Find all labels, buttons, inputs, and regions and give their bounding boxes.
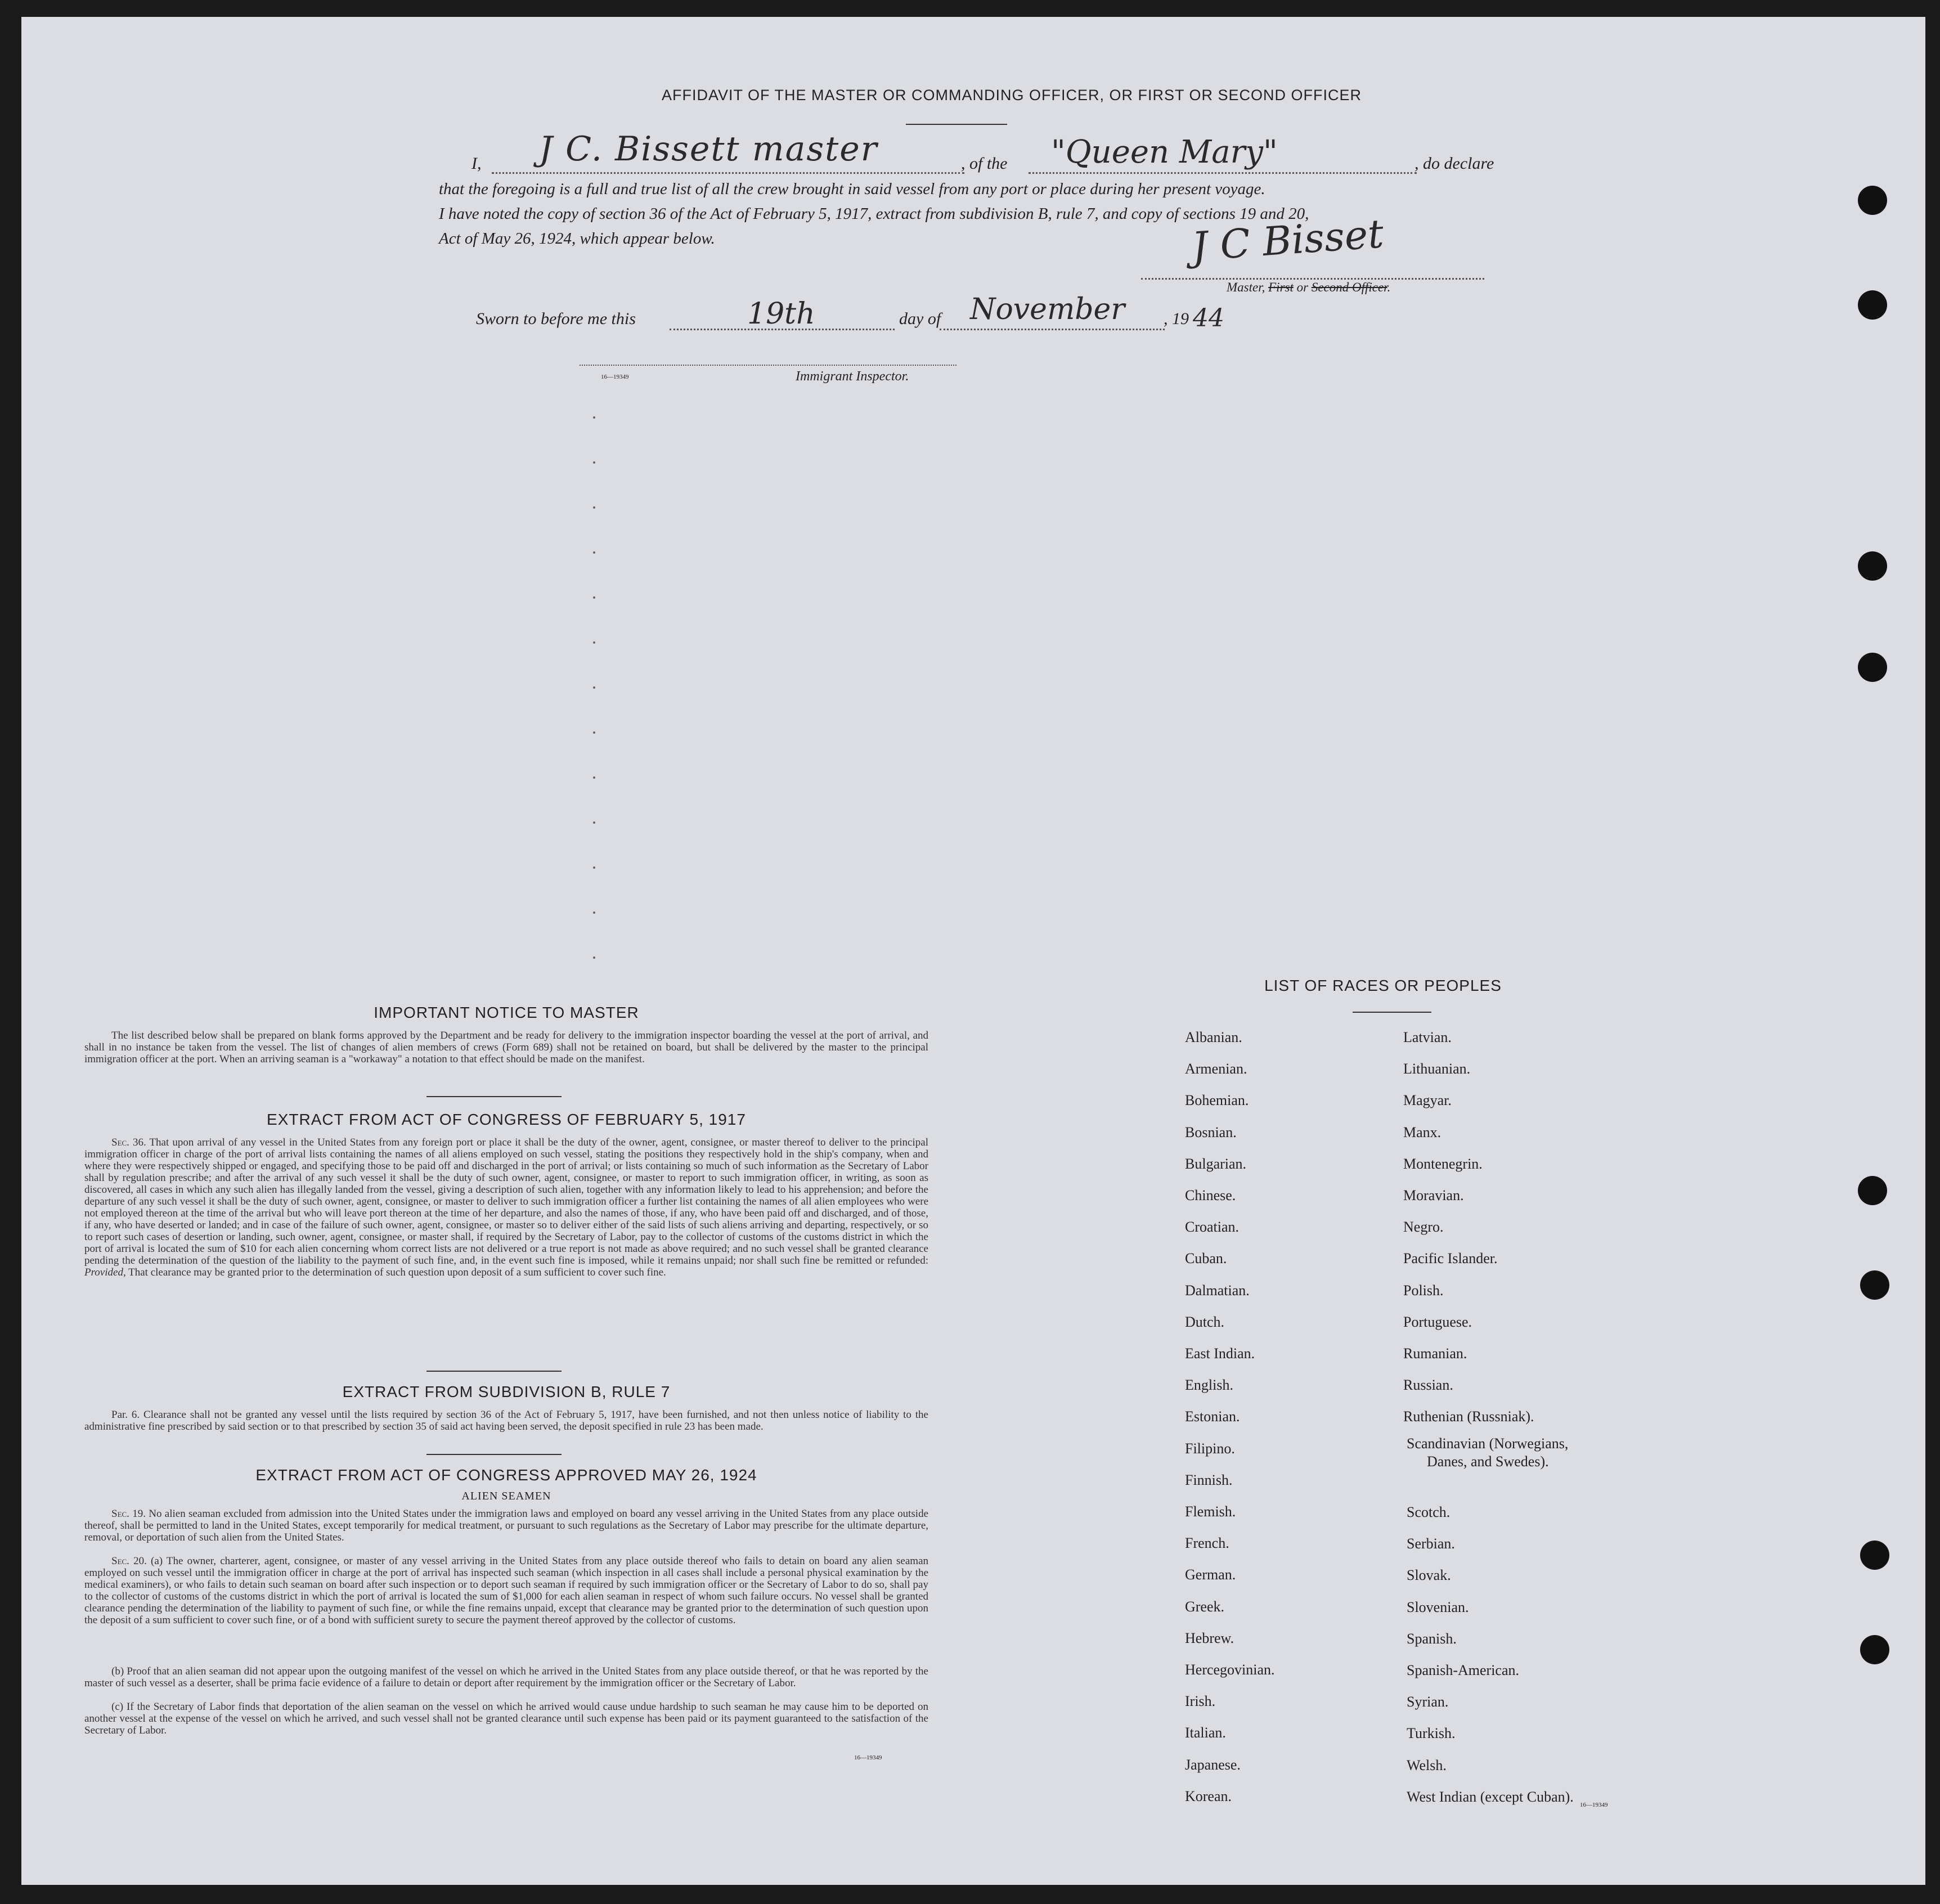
race-item: Magyar.	[1403, 1092, 1452, 1109]
guide-dot	[593, 866, 595, 869]
extract-1917-title: EXTRACT FROM ACT OF CONGRESS OF FEBRUARY 5, 1917	[267, 1111, 746, 1128]
race-item: Slovak.	[1407, 1567, 1451, 1584]
label-second-struck: Second Officer	[1311, 280, 1387, 294]
extract-1917-text	[84, 1137, 928, 1278]
rule7-text: Par. 6. Clearance shall not be granted any vessel until the lists required by section 36 of the Act of February 5, 1917, have been furnished, and not then unless notice of liability to the administrative fine prescribed by said section or to that prescribed by section 35 of said act having been served, the deposit specified in rule 23 has been made.	[84, 1409, 928, 1433]
vessel-line	[1029, 172, 1417, 174]
sec36-label: Sec. 36.	[111, 1137, 146, 1148]
scandinavian-line1: Scandinavian (Norwegians,	[1407, 1435, 1569, 1452]
sec20c-text: (c) If the Secretary of Labor finds that deportation of the alien seaman on the vessel on which he arrived would cause undue hardship to such seaman he may cause him to be deported on another vessel at the expense of the vessel on which he arrived, and such vessel shall not be granted clearance until such expense has been paid or its payment guaranteed to the satisfaction of the Secretary of Labor.	[84, 1701, 928, 1736]
race-item: German.	[1185, 1566, 1236, 1583]
extract-1924-title: EXTRACT FROM ACT OF CONGRESS APPROVED MAY 26, 1924	[255, 1466, 757, 1484]
sec36-body: That upon arrival of any vessel in the United States from any foreign port or place it shall be the duty of the owner, agent, consignee, or master thereof to deliver to the principal immigration officer in charge of the port of arrival lists containing the names of all aliens employed on such vessel, stating the positions they respectively hold in the ship's company, when and where they were respectively shipped or engaged, and specifying those to be paid off and discharged in the port of arrival; or lists containing so much of such information as the Secretary of Labor shall by regulation prescribe; and after the arrival of any such vessel it shall be the duty of such owner, agent, consignee, or master to report to such immigration officer, in writing, as soon as discovered, all cases in which any such alien has illegally landed from the vessel, giving a description of such alien, together with any information likely to lead to his apprehension; and before the departure of any such vessel it shall be the duty of such owner, agent, consignee, or master to deliver to such immigration officer a further list containing the names of all alien employees who were not employed thereon at the time of the arrival but who will leave port thereon at the time of her departure, and also the names of those, if any, who have been paid off and discharged, and of those, if any, who have deserted or landed; and in case of the failure of such owner, agent, consignee, or master so to deliver either of the said lists of such aliens arriving and departing, respectively, or so to report such cases of desertion or landing, such owner, agent, consignee, or master shall, if required by the Secretary of Labor, pay to the collector of customs of the customs district in which the port of arrival is located the sum of $10 for each alien concerning whom correct lists are not delivered or a true report is not made as above required; and no such vessel shall be granted clearance pending the determination of the question of the liability to the payment of such fine, and, in the event such fine is imposed, while it remains unpaid; nor shall such fine be remitted or refunded:	[84, 1137, 928, 1267]
provided-label: Provided,	[84, 1267, 126, 1278]
race-item-scandinavian	[1407, 1435, 1568, 1471]
race-item: Chinese.	[1185, 1187, 1236, 1204]
race-item: Polish.	[1403, 1282, 1444, 1299]
race-item: Portuguese.	[1403, 1313, 1472, 1330]
race-item: Korean.	[1185, 1788, 1232, 1804]
race-item: Bohemian.	[1185, 1092, 1249, 1109]
guide-dot	[593, 911, 595, 914]
sec19-body: No alien seaman excluded from admission into the United States under the immigration laws and employed on board any vessel arriving in the United States from any place outside thereof, shall be permitted to land in the United States, except temporarily for medical treatment, or pursuant to such regulations as the Secretary of Labor may prescribe for the ultimate departure, removal, or deportation of such alien from the United States.	[84, 1508, 928, 1543]
race-item: Estonian.	[1185, 1408, 1240, 1425]
guide-dot	[593, 551, 595, 554]
race-item: Negro.	[1403, 1219, 1444, 1236]
race-item: Japanese.	[1185, 1756, 1241, 1773]
master-signature: J C Bisset	[1190, 210, 1385, 270]
race-item: Turkish.	[1407, 1725, 1456, 1742]
races-col2b	[1407, 1497, 1574, 1813]
sworn-prefix: Sworn to before me this	[476, 309, 636, 328]
race-item: Welsh.	[1407, 1757, 1447, 1773]
races-col2	[1403, 1022, 1534, 1433]
year-prefix: , 19	[1164, 309, 1189, 328]
affidavit-line3: I have noted the copy of section 36 of the Act of February 5, 1917, extract from subdivision B, rule 7, and copy of sections 19 and 20,	[439, 205, 1309, 223]
divider	[426, 1371, 562, 1372]
day-of: day of	[899, 309, 941, 328]
guide-dot	[593, 416, 595, 419]
punch-hole	[1860, 1541, 1889, 1570]
race-item: Lithuanian.	[1403, 1061, 1471, 1077]
race-item: Montenegrin.	[1403, 1155, 1483, 1172]
race-item: Irish.	[1185, 1693, 1216, 1710]
race-item: Serbian.	[1407, 1535, 1455, 1552]
notice-text: The list described below shall be prepared on blank forms approved by the Department and be ready for delivery to the immigration inspector boarding the vessel at the port of arrival, and shall in no instance be taken from the vessel. The list of changes of alien members of crews (Form 689) shall not be retained on board, but shall be delivered by the master to the principal immigration officer at the port. When an arriving seaman is a "workaway" a notation to that effect should be made on the manifest.	[84, 1030, 928, 1065]
race-item: Dutch.	[1185, 1313, 1225, 1330]
race-item: East Indian.	[1185, 1345, 1255, 1362]
race-item: Armenian.	[1185, 1061, 1247, 1077]
affidavit-declare: , do declare	[1414, 154, 1494, 173]
race-item: Spanish-American.	[1407, 1662, 1520, 1679]
sec19-label: Sec. 19.	[111, 1508, 146, 1520]
guide-dot	[593, 596, 595, 599]
race-item: Albanian.	[1185, 1029, 1242, 1045]
race-item: Manx.	[1403, 1124, 1441, 1140]
race-item: Hebrew.	[1185, 1629, 1234, 1646]
race-item: Latvian.	[1403, 1029, 1452, 1045]
race-item: Bulgarian.	[1185, 1155, 1247, 1172]
race-item: Spanish.	[1407, 1630, 1457, 1647]
guide-dot	[593, 957, 595, 959]
race-item: French.	[1185, 1535, 1229, 1552]
guide-dot	[593, 641, 595, 644]
rule7-title: EXTRACT FROM SUBDIVISION B, RULE 7	[342, 1383, 671, 1400]
divider	[426, 1454, 562, 1455]
race-item: Pacific Islander.	[1403, 1250, 1498, 1267]
divider	[1353, 1012, 1431, 1013]
punch-hole	[1858, 186, 1887, 215]
punch-hole	[1858, 551, 1887, 581]
race-item: Finnish.	[1185, 1471, 1233, 1488]
race-item: Syrian.	[1407, 1694, 1449, 1710]
races-col1	[1185, 1022, 1275, 1812]
sec20a-text	[84, 1555, 928, 1626]
signature-line	[1141, 278, 1484, 280]
year-handwritten: 44	[1193, 304, 1224, 333]
race-item: Slovenian.	[1407, 1598, 1469, 1615]
name-handwritten: J C. Bissett master	[539, 129, 878, 169]
sec20-label: Sec. 20.	[111, 1555, 147, 1567]
name-line	[492, 172, 964, 174]
races-title: LIST OF RACES OR PEOPLES	[1264, 977, 1502, 994]
label-first-struck: First	[1268, 280, 1294, 294]
divider	[426, 1096, 562, 1097]
punch-hole	[1858, 290, 1887, 320]
notice-title: IMPORTANT NOTICE TO MASTER	[374, 1004, 639, 1021]
guide-dot	[593, 776, 595, 779]
guide-dot	[593, 686, 595, 689]
affidavit-i: I,	[471, 154, 482, 173]
inspector-line	[580, 365, 956, 366]
affidavit-line2: that the foregoing is a full and true list of all the crew brought in said vessel from any port or place during her present voyage.	[439, 180, 1265, 198]
affidavit-line4: Act of May 26, 1924, which appear below.	[439, 230, 715, 248]
guide-dot	[593, 506, 595, 509]
affidavit-of-the: , of the	[961, 154, 1008, 173]
sec20a-body: (a) The owner, charterer, agent, consignee, or master of any vessel arriving in the United States from any place outside thereof who fails to detain on board any alien seaman employed on such vessel until the immigration officer in charge at the port of arrival has inspected such seaman (which inspection in all cases shall include a personal physical examination by the medical examiners), or who fails to detain such seaman on board after such inspection or to deport such seaman if required by such immigration officer or the Secretary of Labor to do so, shall pay to the collector of customs of the customs district in which the port of arrival is located the sum of $1,000 for each alien seaman in respect of whom such failure occurs. No vessel shall be granted clearance pending the determination of the liability to payment of such fine, or while the fine remains unpaid, except that clearance may be granted prior to the determination of such question upon the deposit of a sum sufficient to cover such fine, or of a bond with sufficient surety to secure the payment thereof approved by the collector of customs.	[84, 1555, 929, 1626]
punch-hole	[1860, 1635, 1889, 1664]
race-item: West Indian (except Cuban).	[1407, 1788, 1574, 1805]
divider	[906, 124, 1007, 125]
race-item: Italian.	[1185, 1725, 1226, 1741]
month-line	[940, 329, 1165, 330]
punch-hole	[1860, 1270, 1889, 1300]
scandinavian-line2: Danes, and Swedes).	[1427, 1453, 1549, 1470]
inspector-label: Immigrant Inspector.	[796, 369, 909, 384]
race-item: Rumanian.	[1403, 1345, 1467, 1362]
alien-seamen-subtitle: ALIEN SEAMEN	[461, 1490, 551, 1502]
sec36-end: That clearance may be granted prior to the determination of such question upon deposit of a sum sufficient to cover such fine.	[128, 1267, 666, 1278]
race-item: Hercegovinian.	[1185, 1661, 1275, 1678]
race-item: Scotch.	[1407, 1504, 1450, 1520]
race-item: Cuban.	[1185, 1250, 1227, 1267]
signature-label	[1227, 280, 1390, 295]
race-item: Russian.	[1403, 1377, 1453, 1394]
guide-dot	[593, 461, 595, 464]
sec19-text	[84, 1508, 928, 1543]
guide-dot	[593, 731, 595, 734]
form-number-bottom-right: 16—19349	[1580, 1802, 1608, 1808]
month-handwritten: November	[970, 293, 1125, 326]
race-item: Bosnian.	[1185, 1124, 1237, 1140]
sec20b-text: (b) Proof that an alien seaman did not appear upon the outgoing manifest of the vessel on which he arrived in the United States from any place outside thereof, or that he was reported by the master of such vessel as a deserter, shall be prima facie evidence of a failure to detain or deport after requirement by the immigration officer or the Secretary of Labor.	[84, 1665, 928, 1689]
race-item: Dalmatian.	[1185, 1282, 1250, 1299]
race-item: Moravian.	[1403, 1187, 1464, 1204]
guide-dot	[593, 821, 595, 824]
race-item: Croatian.	[1185, 1219, 1240, 1236]
punch-hole	[1858, 1176, 1887, 1205]
race-item: English.	[1185, 1377, 1233, 1394]
form-number-top: 16—19349	[601, 374, 629, 380]
form-number-bottom-left: 16—19349	[854, 1754, 882, 1761]
vessel-handwritten: "Queen Mary"	[1051, 134, 1278, 170]
race-item: Ruthenian (Russniak).	[1403, 1408, 1534, 1425]
day-handwritten: 19th	[747, 297, 815, 331]
label-end: .	[1387, 280, 1391, 294]
punch-hole	[1858, 653, 1887, 682]
race-item: Flemish.	[1185, 1503, 1236, 1520]
race-item: Greek.	[1185, 1598, 1225, 1615]
document-page	[21, 17, 1925, 1885]
race-item: Filipino.	[1185, 1440, 1235, 1457]
affidavit-title: AFFIDAVIT OF THE MASTER OR COMMANDING OFFICER, OR FIRST OR SECOND OFFICER	[661, 87, 1362, 104]
label-master: Master,	[1227, 280, 1265, 294]
label-or: or	[1296, 280, 1309, 294]
